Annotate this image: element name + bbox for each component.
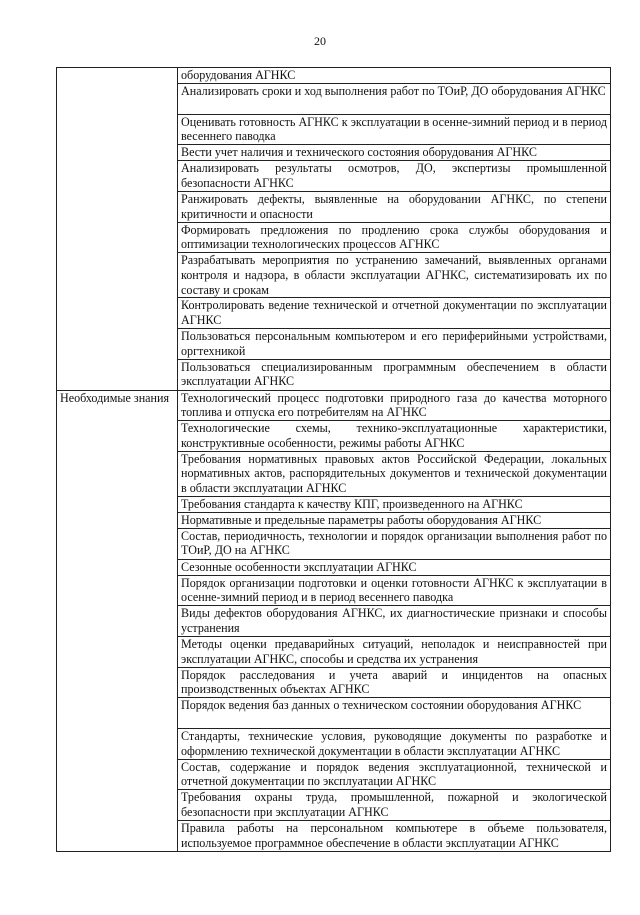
list-item: Состав, содержание и порядок ведения эксплуатационной, технической и отчетной документации по эксплуатации АГНКС	[178, 759, 611, 790]
list-item: Методы оценки предаварийных ситуаций, неполадок и неисправностей при эксплуатации АГНКС, способы и средства их устранения	[178, 636, 611, 667]
list-item: Оценивать готовность АГНКС к эксплуатации в осенне-зимний период и в период весеннего паводка	[178, 114, 611, 145]
list-item: Анализировать сроки и ход выполнения работ по ТОиР, ДО оборудования АГНКС	[178, 84, 611, 115]
list-item: Требования нормативных правовых актов Российской Федерации, локальных нормативных актов, распорядительных документов и технической документации в области эксплуатации АГНКС	[178, 451, 611, 496]
page-number: 20	[314, 34, 326, 48]
list-item: оборудования АГНКС	[178, 68, 611, 84]
table-row	[57, 390, 611, 421]
list-item: Правила работы на персональном компьютере в объеме пользователя, используемое программное обеспечение в области эксплуатации АГНКС	[178, 821, 611, 852]
list-item: Ранжировать дефекты, выявленные на оборудовании АГНКС, по степени критичности и опасности	[178, 192, 611, 223]
table-row	[57, 68, 611, 84]
list-item: Требования стандарта к качеству КПГ, произведенного на АГНКС	[178, 496, 611, 512]
list-item: Пользоваться персональным компьютером и его периферийными устройствами, оргтехникой	[178, 329, 611, 360]
list-item: Сезонные особенности эксплуатации АГНКС	[178, 559, 611, 575]
section-label	[57, 68, 178, 391]
list-item: Виды дефектов оборудования АГНКС, их диагностические признаки и способы устранения	[178, 606, 611, 637]
list-item: Порядок организации подготовки и оценки готовности АГНКС к эксплуатации в осенне-зимний период и в период весеннего паводка	[178, 575, 611, 606]
list-item: Формировать предложения по продлению срока службы оборудования и оптимизации технологических процессов АГНКС	[178, 222, 611, 253]
list-item: Анализировать результаты осмотров, ДО, экспертизы промышленной безопасности АГНКС	[178, 161, 611, 192]
list-item: Разрабатывать мероприятия по устранению замечаний, выявленных органами контроля и надзора, в области эксплуатации АГНКС, систематизировать их по составу и срокам	[178, 253, 611, 298]
list-item: Порядок ведения баз данных о техническом состоянии оборудования АГНКС	[178, 698, 611, 729]
list-item: Порядок расследования и учета аварий и инцидентов на опасных производственных объектах АГНКС	[178, 667, 611, 698]
list-item: Технологические схемы, технико-эксплуатационные характеристики, конструктивные особенности, режимы работы АГНКС	[178, 421, 611, 452]
list-item: Состав, периодичность, технологии и порядок организации выполнения работ по ТОиР, ДО на АГНКС	[178, 528, 611, 559]
list-item: Нормативные и предельные параметры работы оборудования АГНКС	[178, 512, 611, 528]
list-item: Контролировать ведение технической и отчетной документации по эксплуатации АГНКС	[178, 298, 611, 329]
list-item: Вести учет наличия и технического состояния оборудования АГНКС	[178, 145, 611, 161]
list-item: Технологический процесс подготовки природного газа до качества моторного топлива и отпуска его потребителям на АГНКС	[178, 390, 611, 421]
section-label: Необходимые знания	[57, 390, 178, 851]
list-item: Требования охраны труда, промышленной, пожарной и экологической безопасности при эксплуатации АГНКС	[178, 790, 611, 821]
competency-table	[56, 67, 611, 852]
list-item: Стандарты, технические условия, руководящие документы по разработке и оформлению технической документации в области эксплуатации АГНКС	[178, 729, 611, 760]
list-item: Пользоваться специализированным программным обеспечением в области эксплуатации АГНКС	[178, 359, 611, 390]
